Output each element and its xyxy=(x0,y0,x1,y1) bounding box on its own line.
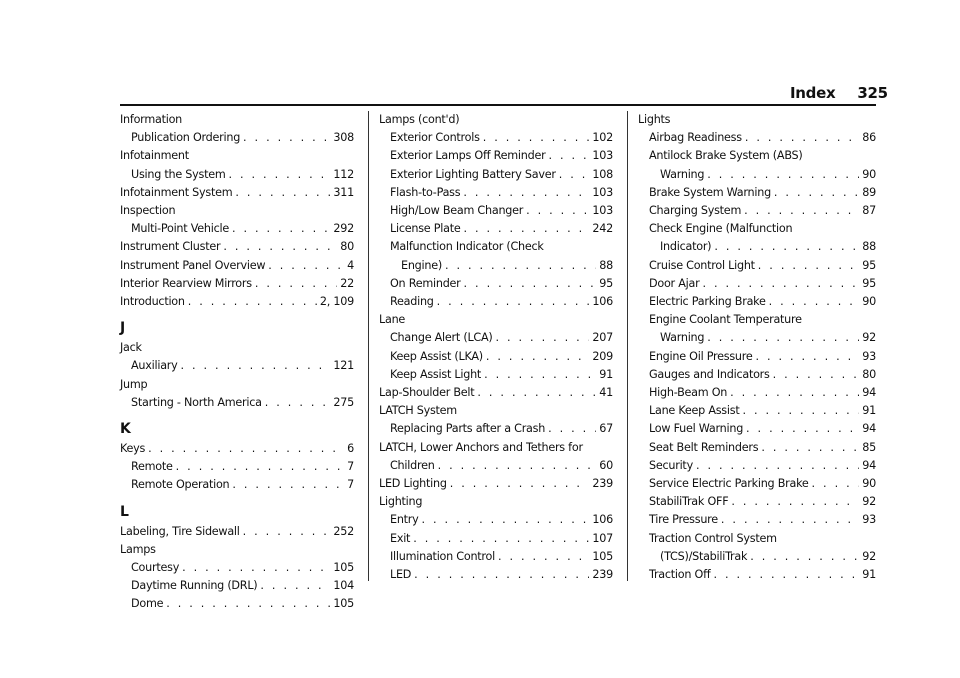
page-reference-link[interactable]: 67 xyxy=(599,422,613,436)
dot-leader xyxy=(559,166,590,184)
index-term: Keys xyxy=(120,442,146,456)
page-reference-link[interactable]: 93 xyxy=(862,513,876,527)
index-term: Using the System xyxy=(131,167,226,181)
index-term: Inspection xyxy=(120,204,176,218)
index-entry xyxy=(379,530,613,548)
dot-leader xyxy=(742,402,859,420)
index-heading xyxy=(379,311,613,329)
index-term: Exterior Lamps Off Reminder xyxy=(390,149,546,163)
index-letter-heading: K xyxy=(120,421,131,438)
index-entry xyxy=(379,511,613,529)
page-reference-link[interactable]: 87 xyxy=(862,204,876,218)
header-rule xyxy=(120,104,876,106)
index-entry xyxy=(638,184,876,202)
page-reference-link[interactable]: 103 xyxy=(592,204,613,218)
page-reference-link[interactable]: 91 xyxy=(599,367,613,381)
index-term: Seat Belt Reminders xyxy=(649,440,759,454)
page-reference-link[interactable]: 242 xyxy=(592,222,613,236)
page-reference-link[interactable]: 311 xyxy=(333,185,354,199)
dot-leader xyxy=(463,220,589,238)
dot-leader xyxy=(750,548,859,566)
dot-leader xyxy=(548,420,596,438)
index-entry xyxy=(379,275,613,293)
index-heading xyxy=(379,493,613,511)
index-term: LED Lighting xyxy=(379,477,447,491)
dot-leader xyxy=(265,394,331,412)
page-reference-link[interactable]: 2, 109 xyxy=(319,295,354,309)
dot-leader xyxy=(450,475,590,493)
index-term: Information xyxy=(120,113,183,126)
index-term: Jump xyxy=(120,377,148,391)
index-term: Low Fuel Warning xyxy=(649,422,744,436)
dot-leader xyxy=(707,329,859,347)
page-reference-link[interactable]: 102 xyxy=(592,131,613,145)
index-entry xyxy=(120,476,354,494)
index-term: Charging System xyxy=(649,204,742,218)
index-entry xyxy=(379,348,613,366)
index-term: Children xyxy=(390,458,435,472)
dot-leader xyxy=(229,166,331,184)
page-reference-link[interactable]: 292 xyxy=(333,222,354,236)
dot-leader xyxy=(756,348,860,366)
index-entry xyxy=(638,566,876,584)
dot-leader xyxy=(182,559,330,577)
dot-leader xyxy=(744,202,859,220)
index-entry xyxy=(379,457,613,475)
dot-leader xyxy=(223,238,337,256)
index-term: Check Engine (Malfunction xyxy=(649,222,793,236)
index-entry xyxy=(379,147,613,165)
page-reference-link[interactable]: 308 xyxy=(333,131,354,145)
index-entry xyxy=(120,275,354,293)
dot-leader xyxy=(548,147,589,165)
index-term: Indicator) xyxy=(660,240,712,254)
page-reference-link[interactable]: 103 xyxy=(592,185,613,199)
index-entry xyxy=(120,257,354,275)
index-term: Engine Oil Pressure xyxy=(649,349,753,363)
index-term: Warning xyxy=(660,331,705,345)
index-entry xyxy=(379,366,613,384)
index-term: Jack xyxy=(120,341,142,355)
page-reference-link[interactable]: 95 xyxy=(862,258,876,272)
index-heading xyxy=(638,311,876,329)
dot-leader xyxy=(761,439,859,457)
page-reference-link[interactable]: 112 xyxy=(333,167,354,181)
index-heading xyxy=(638,111,876,129)
index-term: Security xyxy=(649,458,693,472)
page-reference-link[interactable]: 90 xyxy=(862,167,876,181)
index-term: On Reminder xyxy=(390,276,461,290)
index-term: LATCH, Lower Anchors and Tethers for xyxy=(379,440,583,454)
index-term: StabiliTrak OFF xyxy=(649,495,729,509)
index-entry xyxy=(120,440,354,458)
index-entry xyxy=(120,238,354,256)
index-entry xyxy=(379,293,613,311)
index-column-3 xyxy=(638,111,876,584)
index-term: Illumination Control xyxy=(390,549,495,563)
index-term: Reading xyxy=(390,295,434,309)
page-reference-link[interactable]: 239 xyxy=(592,568,613,582)
index-entry xyxy=(638,457,876,475)
page-reference-link[interactable]: 41 xyxy=(599,386,613,400)
page-number: 325 xyxy=(857,84,888,102)
index-term: Lamps xyxy=(120,542,156,556)
index-heading xyxy=(379,439,613,457)
index-entry xyxy=(120,129,354,147)
page-reference-link[interactable]: 91 xyxy=(862,404,876,418)
index-entry xyxy=(638,439,876,457)
dot-leader xyxy=(707,166,859,184)
index-entry xyxy=(638,166,876,184)
index-term: Flash-to-Pass xyxy=(390,185,461,199)
index-heading xyxy=(120,541,354,559)
dot-leader xyxy=(774,184,859,202)
dot-leader xyxy=(769,293,860,311)
index-term: Antilock Brake System (ABS) xyxy=(649,149,803,163)
index-entry xyxy=(120,523,354,541)
index-entry xyxy=(638,202,876,220)
page-reference-link[interactable]: 94 xyxy=(862,422,876,436)
page-reference-link[interactable]: 106 xyxy=(592,295,613,309)
index-heading xyxy=(120,147,354,165)
dot-leader xyxy=(496,329,590,347)
dot-leader xyxy=(745,129,859,147)
index-term: Engine) xyxy=(401,258,442,272)
dot-leader xyxy=(243,523,331,541)
dot-leader xyxy=(188,293,317,311)
page-reference-link[interactable]: 252 xyxy=(333,524,354,538)
index-term: LED xyxy=(390,568,412,582)
page-reference-link[interactable]: 239 xyxy=(592,477,613,491)
index-letter-heading: J xyxy=(120,320,125,337)
index-term: Lighting xyxy=(379,495,423,509)
index-entry xyxy=(120,293,354,311)
index-term: Publication Ordering xyxy=(131,131,241,145)
index-term: (TCS)/StabiliTrak xyxy=(660,549,748,563)
index-heading xyxy=(638,147,876,165)
index-term: Airbag Readiness xyxy=(649,131,742,145)
index-heading xyxy=(638,220,876,238)
page-reference-link[interactable]: 22 xyxy=(340,276,354,290)
index-term: Service Electric Parking Brake xyxy=(649,477,809,491)
dot-leader xyxy=(232,476,344,494)
index-entry xyxy=(638,402,876,420)
index-entry xyxy=(638,420,876,438)
dot-leader xyxy=(746,420,859,438)
page-reference-link[interactable]: 88 xyxy=(862,240,876,254)
index-heading xyxy=(379,111,613,129)
index-entry xyxy=(120,577,354,595)
page-reference-link[interactable]: 94 xyxy=(862,386,876,400)
dot-leader xyxy=(422,511,590,529)
index-column-2 xyxy=(379,111,613,584)
dot-leader xyxy=(255,275,337,293)
dot-leader xyxy=(260,577,330,595)
page-reference-link[interactable]: 92 xyxy=(862,549,876,563)
dot-leader xyxy=(232,220,330,238)
page-reference-link[interactable]: 88 xyxy=(599,258,613,272)
page-reference-link[interactable]: 121 xyxy=(333,359,354,373)
index-term: Exit xyxy=(390,531,411,545)
dot-leader xyxy=(486,348,589,366)
index-term: Warning xyxy=(660,167,705,181)
index-term: Keep Assist (LKA) xyxy=(390,349,483,363)
column-divider xyxy=(368,111,369,581)
index-entry xyxy=(638,511,876,529)
dot-leader xyxy=(438,457,597,475)
index-entry xyxy=(120,220,354,238)
page-reference-link[interactable]: 95 xyxy=(862,276,876,290)
index-term: Introduction xyxy=(120,295,185,309)
dot-leader xyxy=(483,129,590,147)
index-term: Infotainment xyxy=(120,149,189,163)
dot-leader xyxy=(268,257,344,275)
index-term: Keep Assist Light xyxy=(390,367,482,381)
index-heading xyxy=(379,238,613,256)
index-entry xyxy=(379,129,613,147)
page-reference-link[interactable]: 108 xyxy=(592,167,613,181)
index-term: Traction Off xyxy=(649,568,711,582)
index-entry xyxy=(379,329,613,347)
page-reference-link[interactable]: 89 xyxy=(862,185,876,199)
page-reference-link[interactable]: 92 xyxy=(862,495,876,509)
index-entry xyxy=(379,166,613,184)
page-reference-link[interactable]: 107 xyxy=(592,531,613,545)
index-term: Interior Rearview Mirrors xyxy=(120,276,252,290)
index-entry xyxy=(638,548,876,566)
dot-leader xyxy=(731,493,859,511)
dot-leader xyxy=(714,238,859,256)
index-entry xyxy=(638,129,876,147)
index-heading xyxy=(120,339,354,357)
dot-leader xyxy=(176,458,344,476)
page-reference-link[interactable]: 105 xyxy=(333,561,354,575)
index-term: Lamps (cont'd) xyxy=(379,113,460,126)
page-reference-link[interactable]: 80 xyxy=(862,367,876,381)
dot-leader xyxy=(721,511,859,529)
page-reference-link[interactable]: 6 xyxy=(347,442,354,456)
index-heading xyxy=(120,376,354,394)
dot-leader xyxy=(243,129,330,147)
page-reference-link[interactable]: 104 xyxy=(333,579,354,593)
dot-leader xyxy=(414,566,589,584)
index-term: Door Ajar xyxy=(649,276,700,290)
index-entry xyxy=(638,348,876,366)
dot-leader xyxy=(437,293,590,311)
page-reference-link[interactable]: 92 xyxy=(862,331,876,345)
index-term: Instrument Cluster xyxy=(120,240,221,254)
index-letter-heading: L xyxy=(120,503,129,520)
index-entry xyxy=(638,238,876,256)
index-entry xyxy=(638,384,876,402)
dot-leader xyxy=(526,202,589,220)
dot-leader xyxy=(758,257,859,275)
index-term: Courtesy xyxy=(131,561,180,575)
page-reference-link[interactable]: 275 xyxy=(333,395,354,409)
index-term: Engine Coolant Temperature xyxy=(649,313,802,327)
dot-leader xyxy=(235,184,330,202)
index-term: Change Alert (LCA) xyxy=(390,331,493,345)
page-reference-link[interactable]: 85 xyxy=(862,440,876,454)
index-term: Starting - North America xyxy=(131,395,262,409)
dot-leader xyxy=(702,275,859,293)
index-entry xyxy=(379,475,613,493)
index-term: Infotainment System xyxy=(120,185,233,199)
page-reference-link[interactable]: 105 xyxy=(333,597,354,611)
index-entry xyxy=(379,548,613,566)
page-reference-link[interactable]: 80 xyxy=(340,240,354,254)
index-term: Malfunction Indicator (Check xyxy=(390,240,544,254)
page-reference-link[interactable]: 207 xyxy=(592,331,613,345)
index-heading xyxy=(638,530,876,548)
index-term: Lane xyxy=(379,313,406,327)
index-term: Exterior Lighting Battery Saver xyxy=(390,167,556,181)
dot-leader xyxy=(445,257,596,275)
dot-leader xyxy=(166,595,330,613)
page-reference-link[interactable]: 91 xyxy=(862,568,876,582)
dot-leader xyxy=(484,366,596,384)
index-term: Replacing Parts after a Crash xyxy=(390,422,546,436)
page-reference-link[interactable]: 60 xyxy=(599,458,613,472)
index-term: Daytime Running (DRL) xyxy=(131,579,258,593)
index-term: Traction Control System xyxy=(649,531,777,545)
index-heading xyxy=(379,402,613,420)
index-term: Brake System Warning xyxy=(649,185,771,199)
index-entry xyxy=(120,458,354,476)
index-entry xyxy=(379,566,613,584)
index-term: Remote xyxy=(131,460,173,474)
index-entry xyxy=(379,202,613,220)
index-term: Auxiliary xyxy=(131,359,178,373)
dot-leader xyxy=(773,366,860,384)
page-reference-link[interactable]: 90 xyxy=(862,477,876,491)
dot-leader xyxy=(181,357,331,375)
index-term: Dome xyxy=(131,597,164,611)
dot-leader xyxy=(696,457,859,475)
index-term: Lane Keep Assist xyxy=(649,404,740,418)
index-entry xyxy=(120,184,354,202)
page-reference-link[interactable]: 103 xyxy=(592,149,613,163)
dot-leader xyxy=(413,530,589,548)
dot-leader xyxy=(713,566,859,584)
index-column-1 xyxy=(120,111,354,614)
index-entry xyxy=(638,493,876,511)
index-entry xyxy=(638,366,876,384)
dot-leader xyxy=(148,440,344,458)
index-heading xyxy=(120,202,354,220)
index-entry xyxy=(379,384,613,402)
index-term: License Plate xyxy=(390,222,461,236)
index-entry xyxy=(638,329,876,347)
index-term: LATCH System xyxy=(379,404,457,418)
index-term: Lap-Shoulder Belt xyxy=(379,386,475,400)
page-reference-link[interactable]: 106 xyxy=(592,513,613,527)
section-title: Index xyxy=(790,84,836,102)
dot-leader xyxy=(463,184,589,202)
dot-leader xyxy=(730,384,859,402)
page-header xyxy=(790,84,888,102)
index-term: Tire Pressure xyxy=(649,513,718,527)
index-entry xyxy=(120,559,354,577)
index-entry xyxy=(379,420,613,438)
index-entry xyxy=(379,220,613,238)
page-reference-link[interactable]: 95 xyxy=(599,276,613,290)
index-entry xyxy=(120,595,354,613)
index-term: Electric Parking Brake xyxy=(649,295,766,309)
page-reference-link[interactable]: 7 xyxy=(347,478,354,492)
index-term: Multi-Point Vehicle xyxy=(131,222,229,236)
index-term: Labeling, Tire Sidewall xyxy=(120,524,240,538)
page-reference-link[interactable]: 7 xyxy=(347,460,354,474)
index-entry xyxy=(638,475,876,493)
index-term: Lights xyxy=(638,113,671,126)
index-entry xyxy=(120,394,354,412)
page-reference-link[interactable]: 90 xyxy=(862,295,876,309)
index-term: Remote Operation xyxy=(131,478,230,492)
page-reference-link[interactable]: 94 xyxy=(862,458,876,472)
index-term: Cruise Control Light xyxy=(649,258,755,272)
page-reference-link[interactable]: 86 xyxy=(862,131,876,145)
index-entry xyxy=(638,293,876,311)
page-reference-link[interactable]: 209 xyxy=(592,349,613,363)
index-entry xyxy=(638,257,876,275)
index-entry xyxy=(120,166,354,184)
index-term: High-Beam On xyxy=(649,386,728,400)
page-reference-link[interactable]: 4 xyxy=(347,258,354,272)
dot-leader xyxy=(498,548,589,566)
index-term: Exterior Controls xyxy=(390,131,480,145)
index-term: Instrument Panel Overview xyxy=(120,258,266,272)
page-reference-link[interactable]: 105 xyxy=(592,549,613,563)
index-entry xyxy=(379,184,613,202)
index-entry xyxy=(638,275,876,293)
dot-leader xyxy=(464,275,597,293)
index-term: Gauges and Indicators xyxy=(649,367,770,381)
index-heading xyxy=(120,111,354,129)
column-divider xyxy=(627,111,628,581)
index-term: Entry xyxy=(390,513,419,527)
dot-leader xyxy=(477,384,596,402)
index-term: High/Low Beam Changer xyxy=(390,204,524,218)
index-entry xyxy=(379,257,613,275)
dot-leader xyxy=(812,475,860,493)
page-reference-link[interactable]: 93 xyxy=(862,349,876,363)
index-entry xyxy=(120,357,354,375)
